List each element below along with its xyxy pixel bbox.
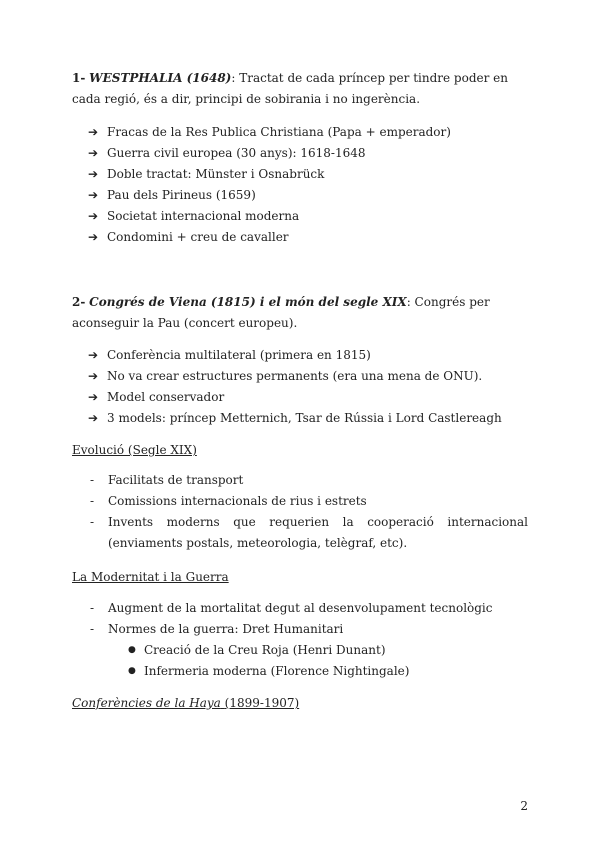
dash-marker: - [90, 622, 95, 636]
evolucio-label: Evolució (Segle XIX) [72, 443, 197, 457]
arrow-icon: ➔ [88, 390, 99, 404]
section-2-number: 2- [72, 295, 86, 309]
page-number: 2 [520, 799, 528, 813]
list-item: ● Creació de la Creu Roja (Henri Dunant) [128, 640, 528, 661]
modernitat-sublist [128, 640, 528, 682]
list-item: ➔ Doble tractat: Münster i Osnabrück [88, 164, 528, 185]
arrow-icon: ➔ [88, 348, 99, 362]
list-item: ➔ Conferència multilateral (primera en 1815) [88, 345, 528, 366]
list-item: ➔ Fracas de la Res Publica Christiana (Papa + emperador) [88, 122, 528, 143]
section-2-body: : Congrés per aconseguir la Pau (concert europeu). [72, 295, 490, 330]
list-item: ● Infermeria moderna (Florence Nightingale) [128, 661, 528, 682]
list-item: ➔ Model conservador [88, 387, 528, 408]
arrow-icon: ➔ [88, 230, 99, 244]
section-1-number: 1- [72, 71, 86, 85]
list-item: - Normes de la guerra: Dret Humanitari [90, 619, 528, 640]
haya-label: Conferències de la Haya [72, 696, 221, 710]
modernitat-list [90, 598, 528, 640]
list-item: ➔ Societat internacional moderna [88, 206, 528, 227]
arrow-icon: ➔ [88, 146, 99, 160]
arrow-icon: ➔ [88, 167, 99, 181]
bullet-dot-icon: ● [128, 666, 136, 676]
section-1-title: WESTPHALIA (1648) [89, 71, 232, 85]
section-2-heading [72, 292, 528, 334]
modernitat-label: La Modernitat i la Guerra [72, 570, 229, 584]
arrow-icon: ➔ [88, 188, 99, 202]
list-item: - Augment de la mortalitat degut al desenvolupament tecnològic [90, 598, 528, 619]
arrow-icon: ➔ [88, 209, 99, 223]
arrow-icon: ➔ [88, 369, 99, 383]
list-item: - Invents moderns que requerien la cooperació internacional (enviaments postals, meteorologia, telègraf, etc). [90, 512, 528, 554]
section-1-heading [72, 68, 528, 110]
list-item: - Comissions internacionals de rius i estrets [90, 491, 528, 512]
list-item: ➔ Pau dels Pirineus (1659) [88, 185, 528, 206]
haya-heading [72, 693, 299, 714]
list-item: - Facilitats de transport [90, 470, 528, 491]
dash-marker: - [90, 494, 95, 508]
list-item: ➔ No va crear estructures permanents (era una mena de ONU). [88, 366, 528, 387]
section-1-body: : Tractat de cada príncep per tindre poder en cada regió, és a dir, principi de sobirania i no ingerència. [72, 71, 508, 106]
haya-years: (1899-1907) [224, 696, 300, 710]
arrow-icon: ➔ [88, 125, 99, 139]
arrow-icon: ➔ [88, 411, 99, 425]
section-2-title: Congrés de Viena (1815) i el món del segle XIX [89, 295, 407, 309]
section-2-list [88, 345, 528, 429]
list-item: ➔ 3 models: príncep Metternich, Tsar de Rússia i Lord Castlereagh [88, 408, 528, 429]
dash-marker: - [90, 601, 95, 615]
dash-marker: - [90, 515, 95, 529]
section-1-list [88, 122, 528, 248]
evolucio-list [90, 470, 528, 554]
list-item: ➔ Condomini + creu de cavaller [88, 227, 528, 248]
dash-marker: - [90, 473, 95, 487]
list-item: ➔ Guerra civil europea (30 anys): 1618-1648 [88, 143, 528, 164]
bullet-dot-icon: ● [128, 645, 136, 655]
